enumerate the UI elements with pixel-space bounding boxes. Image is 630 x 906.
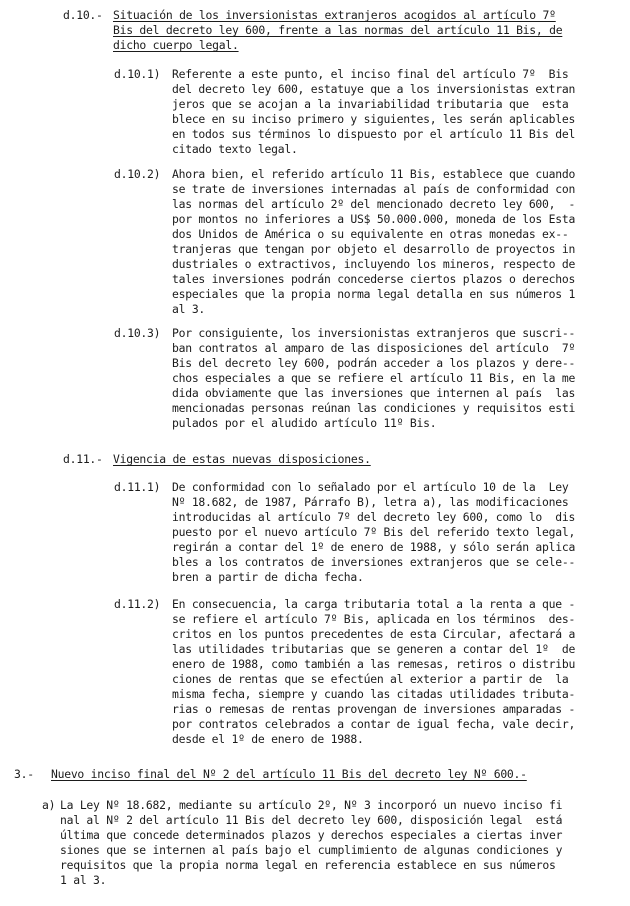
paragraph-line: tales inversiones podrán concederse ciertos plazos o derechos	[172, 272, 576, 286]
paragraph-line: por montos no inferiores a US$ 50.000.000, moneda de los Esta	[172, 212, 576, 226]
section-heading-line: Nuevo inciso final del Nº 2 del artículo 11 Bis del decreto ley Nº 600.-	[51, 767, 527, 781]
paragraph-line: De conformidad con lo señalado por el artículo 10 de la Ley	[172, 480, 569, 494]
paragraph-line: siones que se internen al país bajo el cumplimiento de algunas condiciones y	[60, 843, 563, 857]
paragraph-line: chos especiales a que se refiere el artículo 11 Bis, en la me	[172, 371, 576, 385]
paragraph-line: dustriales o extractivos, incluyendo los mineros, respecto de	[172, 257, 576, 271]
paragraph-line: ciones de rentas que se efectúen al exterior a partir de la	[172, 672, 569, 686]
paragraph-line: mencionadas personas reúnan las condiciones y requisitos esti	[172, 401, 576, 415]
paragraph-line: desde el 1º de enero de 1988.	[172, 732, 364, 746]
paragraph-line: enero de 1988, como también a las remesas, retiros o distribu	[172, 657, 576, 671]
paragraph-line: critos en los puntos precedentes de esta Circular, afectará a	[172, 627, 576, 641]
paragraph-label: d.10.3)	[114, 326, 161, 340]
paragraph-line: misma fecha, siempre y cuando las citadas utilidades tributa-	[172, 687, 576, 701]
section-heading-line: Situación de los inversionistas extranjeros acogidos al artículo 7º	[113, 8, 556, 22]
paragraph-line: puesto por el nuevo artículo 7º Bis del referido texto legal,	[172, 525, 576, 539]
paragraph-line: Por consiguiente, los inversionistas extranjeros que suscri--	[172, 326, 576, 340]
paragraph-line: del decreto ley 600, estatuye que a los inversionistas extran	[172, 82, 576, 96]
paragraph-line: bren a partir de dicha fecha.	[172, 570, 364, 584]
paragraph-line: especiales que la propia norma legal detalla en sus números 1	[172, 287, 576, 301]
paragraph-line: Nº 18.682, de 1987, Párrafo B), letra a), las modificaciones	[172, 495, 569, 509]
paragraph-line: rias o remesas de rentas provengan de inversiones amparadas -	[172, 702, 576, 716]
paragraph-line: La Ley Nº 18.682, mediante su artículo 2º, Nº 3 incorporó un nuevo inciso fi	[60, 798, 563, 812]
paragraph-line: ban contratos al amparo de las disposiciones del artículo 7º	[172, 341, 576, 355]
paragraph-label: d.11.2)	[114, 597, 161, 611]
paragraph-line: en todos sus términos lo dispuesto por el artículo 11 Bis del	[172, 127, 576, 141]
paragraph-line: requisitos que la propia norma legal en referencia establece en sus números	[60, 858, 556, 872]
section-label: d.10.-	[63, 8, 103, 22]
section-heading-line: Vigencia de estas nuevas disposiciones.	[113, 452, 371, 466]
paragraph-label: d.10.2)	[114, 167, 161, 181]
section-heading-line: dicho cuerpo legal.	[113, 38, 239, 52]
paragraph-line: pulados por el aludido artículo 11º Bis.	[172, 416, 437, 430]
paragraph-line: tranjeras que tengan por objeto el desarrollo de proyectos in	[172, 242, 576, 256]
paragraph-line: dos Unidos de América o su equivalente en otras monedas ex--	[172, 227, 569, 241]
paragraph-line: bles a los contratos de inversiones extranjeros que se cele--	[172, 555, 576, 569]
paragraph-line: blece en su inciso primero y siguientes, les serán aplicables	[172, 112, 576, 126]
paragraph-line: Ahora bien, el referido artículo 11 Bis, establece que cuando	[172, 167, 576, 181]
section-label: d.11.-	[63, 452, 103, 466]
paragraph-line: regirán a contar del 1º de enero de 1988, y sólo serán aplica	[172, 540, 576, 554]
paragraph-line: por contratos celebrados a contar de igual fecha, vale decir,	[172, 717, 576, 731]
paragraph-line: las normas del artículo 2º del mencionado decreto ley 600, -	[172, 197, 576, 211]
paragraph-line: las utilidades tributarias que se generen a contar del 1º de	[172, 642, 576, 656]
paragraph-line: introducidas al artículo 7º del decreto ley 600, como lo dis	[172, 510, 576, 524]
paragraph-line: nal al Nº 2 del artículo 11 Bis del decreto ley 600, disposición legal está	[60, 813, 563, 827]
paragraph-line: citado texto legal.	[172, 142, 298, 156]
paragraph-line: jeros que se acojan a la invariabilidad tributaria que esta	[172, 97, 569, 111]
paragraph-label: d.10.1)	[114, 67, 161, 81]
paragraph-line: 1 al 3.	[60, 873, 107, 887]
paragraph-line: dida obviamente que las inversiones que internen al país las	[172, 386, 576, 400]
paragraph-line: Bis del decreto ley 600, podrán acceder a los plazos y dere--	[172, 356, 576, 370]
paragraph-label: d.11.1)	[114, 480, 161, 494]
paragraph-line: última que concede determinados plazos y derechos especiales a ciertas inver	[60, 828, 563, 842]
paragraph-label: a)	[42, 798, 56, 812]
paragraph-line: se trate de inversiones internadas al país de conformidad con	[172, 182, 576, 196]
section-heading-line: Bis del decreto ley 600, frente a las normas del artículo 11 Bis, de	[113, 23, 563, 37]
paragraph-line: Referente a este punto, el inciso final del artículo 7º Bis	[172, 67, 569, 81]
paragraph-line: al 3.	[172, 302, 206, 316]
paragraph-line: En consecuencia, la carga tributaria total a la renta a que -	[172, 597, 576, 611]
section-label: 3.-	[14, 767, 34, 781]
paragraph-line: se refiere el artículo 7º Bis, aplicada en los términos des-	[172, 612, 576, 626]
